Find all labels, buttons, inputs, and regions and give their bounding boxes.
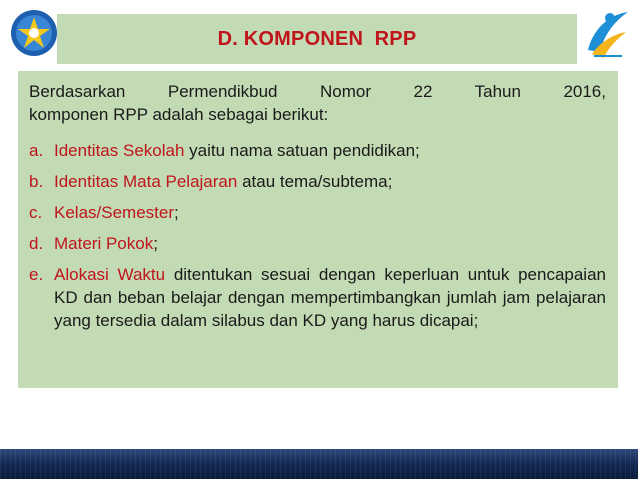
list-item-term: Identitas Mata Pelajaran xyxy=(54,172,238,191)
list-item xyxy=(29,201,606,224)
list-marker: a. xyxy=(29,141,44,160)
list-item xyxy=(29,263,606,332)
list-marker: e. xyxy=(29,265,44,284)
footer-band xyxy=(0,449,638,479)
list-marker: b. xyxy=(29,172,44,191)
list-item-text xyxy=(54,139,606,162)
list-item xyxy=(29,139,606,162)
list-item-text xyxy=(54,201,606,224)
list-item-text xyxy=(54,263,606,332)
component-list xyxy=(29,139,606,332)
list-item-text xyxy=(54,170,606,193)
intro-paragraph xyxy=(29,80,606,126)
list-item-description: ; xyxy=(174,203,179,222)
list-item-term: Materi Pokok xyxy=(54,234,154,253)
list-item xyxy=(29,170,606,193)
title-bar xyxy=(57,14,577,64)
page-title: D. KOMPONEN RPP xyxy=(217,27,417,50)
list-item-term: Kelas/Semester xyxy=(54,203,174,222)
list-item-description: ditentukan sesuai dengan keperluan untuk pencapaian KD dan beban belajar dengan mempertimbangkan jumlah jam pelajaran yang tersedia dalam silabus dan KD yang harus dicapai; xyxy=(54,265,606,330)
intro-line-1: Berdasarkan Permendikbud Nomor 22 Tahun 2016, xyxy=(29,82,606,101)
list-item-description: atau tema/subtema; xyxy=(237,172,393,191)
content-panel xyxy=(18,71,618,388)
list-item xyxy=(29,232,606,255)
kurikulum-logo-icon xyxy=(580,6,632,62)
intro-line-2: komponen RPP adalah sebagai berikut: xyxy=(29,105,329,124)
list-item-description: ; xyxy=(153,234,158,253)
kemendikbud-logo-icon xyxy=(10,9,58,57)
list-marker: d. xyxy=(29,234,44,253)
list-item-term: Identitas Sekolah xyxy=(54,141,185,160)
list-item-text xyxy=(54,232,606,255)
list-marker: c. xyxy=(29,203,43,222)
list-item-description: yaitu nama satuan pendidikan; xyxy=(184,141,420,160)
list-item-term: Alokasi Waktu xyxy=(54,265,166,284)
